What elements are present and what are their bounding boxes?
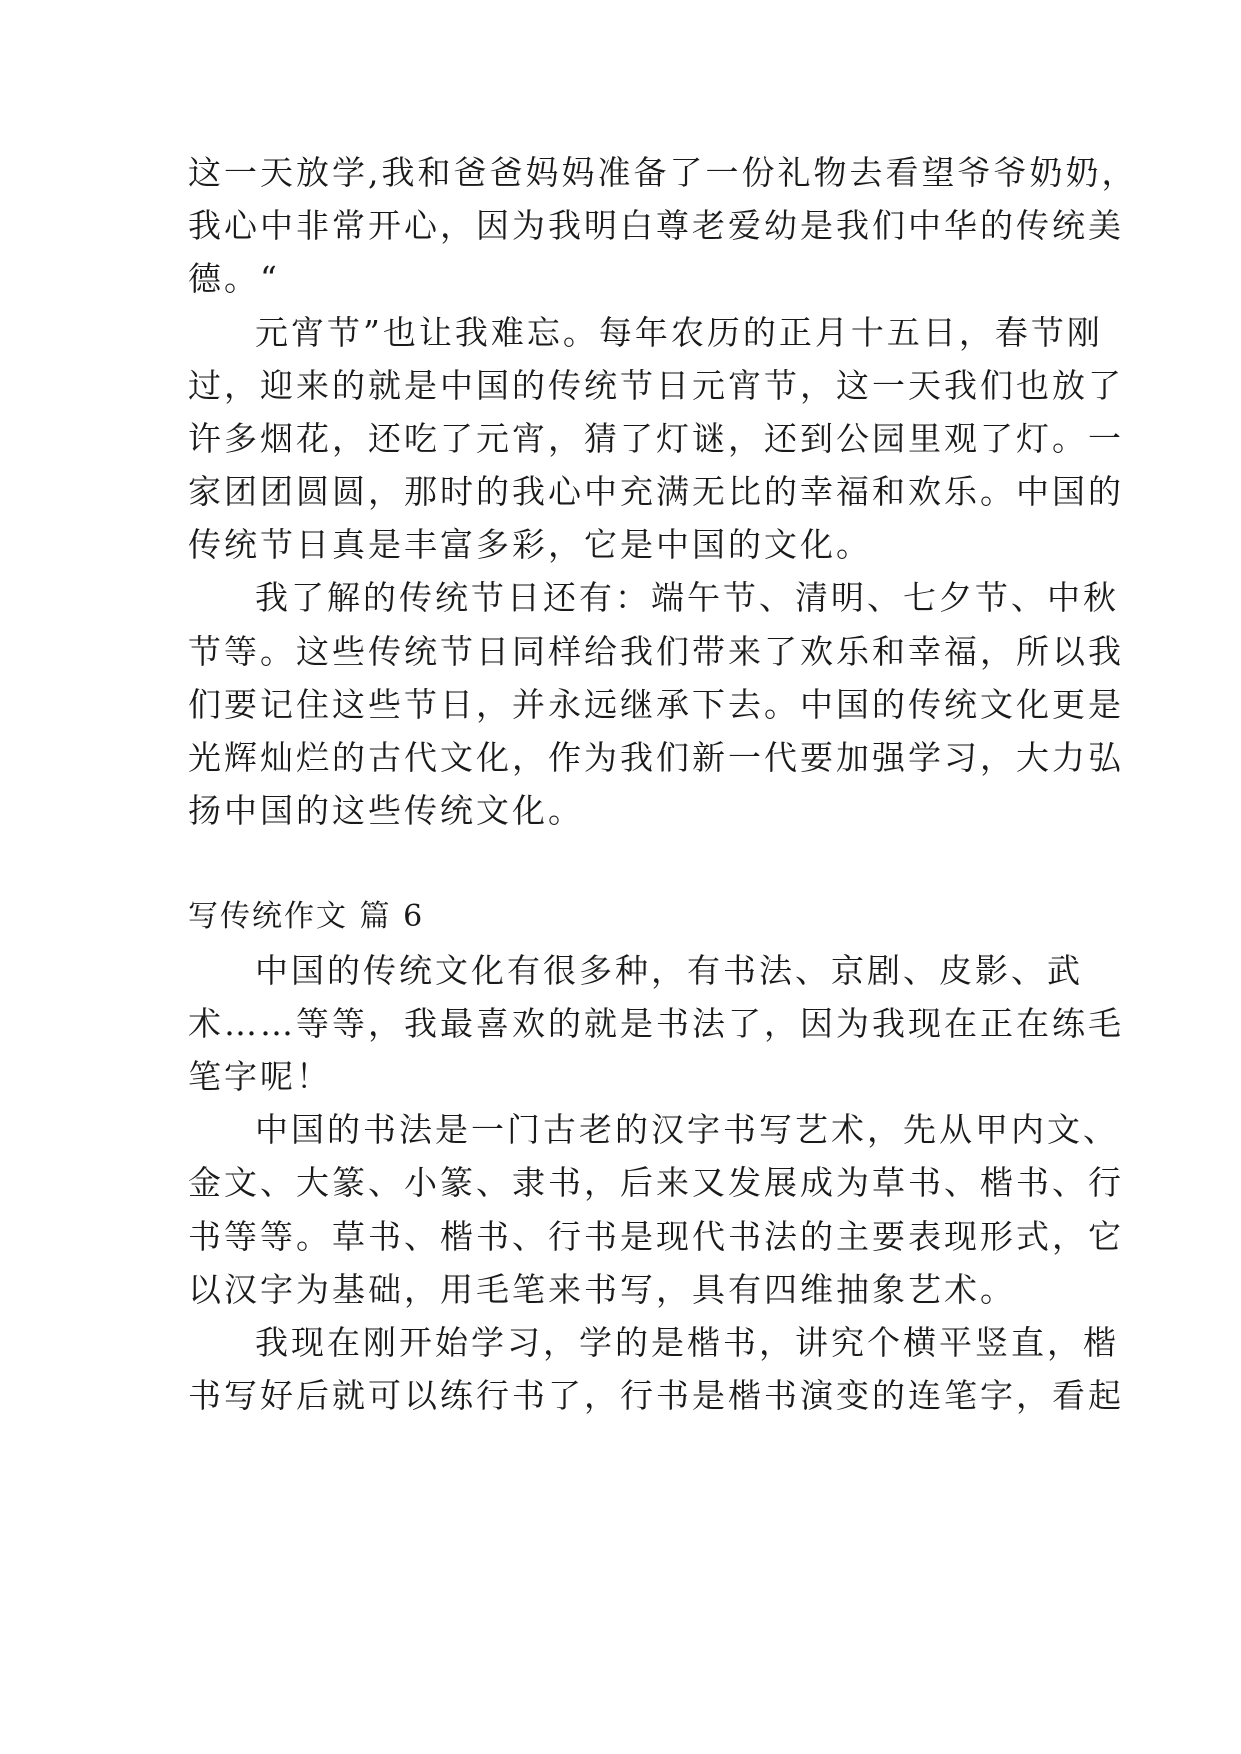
text-line: 们要记住这些节日，并永远继承下去。中国的传统文化更是: [188, 685, 1124, 724]
text-line: 术……等等，我最喜欢的就是书法了，因为我现在正在练毛: [188, 1004, 1124, 1043]
text-line: 德。“: [188, 259, 280, 298]
text-line: 扬中国的这些传统文化。: [188, 791, 584, 830]
paragraph-first-line: 元宵节”也让我难忘。每年农历的正月十五日，春节刚: [255, 313, 1103, 352]
text-line: 以汉字为基础，用毛笔来书写，具有四维抽象艺术。: [188, 1270, 1016, 1309]
text-line: 笔字呢！: [188, 1057, 332, 1096]
text-line: 书等等。草书、楷书、行书是现代书法的主要表现形式，它: [188, 1217, 1124, 1256]
text-line: 这一天放学,我和爸爸妈妈准备了一份礼物去看望爷爷奶奶，: [188, 153, 1138, 192]
text-line: 家团团圆圆，那时的我心中充满无比的幸福和欢乐。中国的: [188, 472, 1124, 511]
text-line: 节等。这些传统节日同样给我们带来了欢乐和幸福，所以我: [188, 632, 1124, 671]
text-line: 书写好后就可以练行书了，行书是楷书演变的连笔字，看起: [188, 1376, 1124, 1415]
text-line: 许多烟花，还吃了元宵，猜了灯谜，还到公园里观了灯。一: [188, 419, 1124, 458]
paragraph-first-line: 我现在刚开始学习，学的是楷书，讲究个横平竖直，楷: [255, 1323, 1119, 1362]
paragraph-first-line: 中国的传统文化有很多种，有书法、京剧、皮影、武: [255, 951, 1083, 990]
paragraph-first-line: 中国的书法是一门古老的汉字书写艺术，先从甲内文、: [255, 1110, 1119, 1149]
text-line: 光辉灿烂的古代文化，作为我们新一代要加强学习，大力弘: [188, 738, 1124, 777]
text-line: 金文、大篆、小篆、隶书，后来又发展成为草书、楷书、行: [188, 1163, 1124, 1202]
text-line: 我心中非常开心，因为我明白尊老爱幼是我们中华的传统美: [188, 206, 1124, 245]
text-line: 传统节日真是丰富多彩，它是中国的文化。: [188, 525, 872, 564]
text-line: 过，迎来的就是中国的传统节日元宵节，这一天我们也放了: [188, 366, 1124, 405]
paragraph-first-line: 我了解的传统节日还有：端午节、清明、七夕节、中秋: [255, 578, 1119, 617]
section-heading: 写传统作文 篇 6: [188, 899, 425, 934]
